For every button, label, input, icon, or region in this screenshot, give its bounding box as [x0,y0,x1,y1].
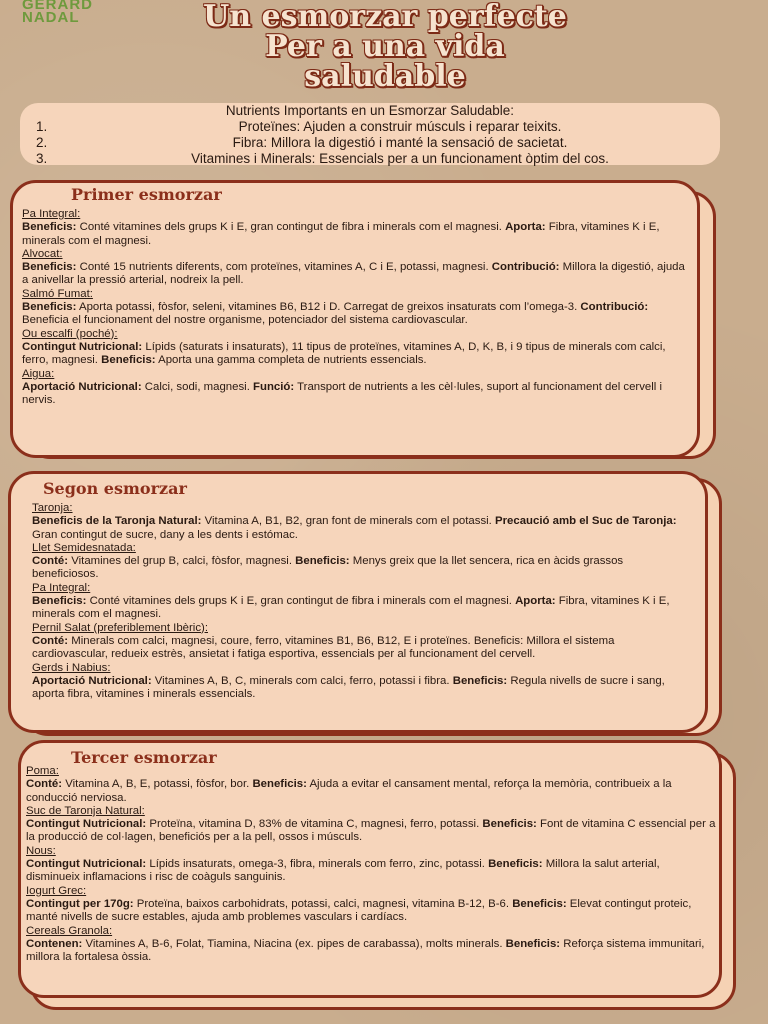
food-item-description [22,381,694,408]
description-text: Transport de nutrients a les cèl·lules, suport al funcionament del cervell i nervis. [22,380,663,407]
description-label: Contenen: [26,937,83,950]
description-label: Beneficis: [22,221,77,234]
description-label: Beneficis: [505,937,561,950]
description-label: Contribució: [491,261,560,274]
food-item-description [32,635,692,662]
food-item-title: Cereals Granola: [26,924,113,937]
description-text: Reforça sistema immunitari, millora la fortalesa òssia. [26,937,705,964]
description-text: Regula nivells de sucre i sang, aporta fibra, vitamines i minerals essencials. [32,674,665,701]
nutrient-number: 3. [36,151,48,166]
section-card-tercer [18,740,722,998]
description-text: Aporta una gamma completa de nutrients essencials. [155,354,427,367]
food-item-description [32,515,692,542]
description-label: Contingut Nutricional: [26,858,147,871]
food-item-title: Suc de Taronja Natural: [26,804,145,817]
logo-line-1: GERARD [22,0,94,13]
description-text: Conté 15 nutrients diferents, com proteïnes, vitamines A, C i E, potassi, magnesi. [76,261,492,274]
description-text: Vitamina A, B1, B2, gran font de minerals com el potassi. [201,515,496,528]
description-text: Vitamines del grup B, calci, fòsfor, magnesi. [68,555,296,568]
section-body [26,765,716,964]
description-text: Proteïna, vitamina D, 83% de vitamina C, magnesi, ferro, potassi. [146,818,483,831]
description-label: Beneficis: [22,261,77,274]
description-text: Vitamina A, B, E, potassi, fòsfor, bor. [62,778,253,791]
nutrient-text: Proteïnes: Ajuden a construir músculs i reparar teixits. [238,119,562,134]
title-line-2: Per a una vida [265,29,505,64]
food-item-title: Gerds i Nabius: [32,661,111,674]
nutrient-item [20,151,720,167]
food-item-title: Taronja: [32,502,73,514]
description-text: Beneficia el funcionament del nostre organisme, potenciador del sistema cardiovascular. [22,314,468,327]
description-text: Vitamines A, B, C, minerals com calci, ferro, potassi i fibra. [151,674,453,687]
description-label: Beneficis de la Taronja Natural: [32,515,202,528]
section-title: Segon esmorzar [43,479,187,498]
food-item-description [32,595,692,622]
food-item-title: Poma: [26,765,59,777]
description-text: Calci, sodi, magnesi. [141,380,254,393]
description-label: Beneficis: [22,301,77,314]
food-item-title: Alvocat: [22,247,63,260]
description-label: Beneficis: [482,818,537,831]
title-line-1: Un esmorzar perfecte [203,0,567,34]
description-text: Conté vitamines dels grups K i E, gran contingut de fibra i minerals com el magnesi. [86,595,516,608]
description-label: Aporta: [505,221,546,234]
nutrient-item [20,119,720,135]
description-label: Funció: [253,380,295,393]
nutrient-number: 2. [36,135,48,150]
description-label: Aporta: [515,595,556,608]
description-label: Conté: [26,778,63,791]
nutrient-number: 1. [36,119,48,134]
food-item-title: Iogurt Grec: [26,884,87,897]
description-text: Minerals com calci, magnesi, coure, ferro, vitamines B1, B6, B12, E i proteïnes. Beneficis: Millora el sistema cardiovascular, redueix estrès, ansietat i fatiga esportiva, essencials per al funcionament del cervell. [32,634,615,661]
food-item-description [26,898,716,925]
food-item-description [22,221,694,248]
description-text: Vitamines A, B-6, Folat, Tiamina, Niacina (ex. pipes de carabassa), molts minerals. [82,937,506,950]
description-label: Contingut per 170g: [26,897,134,910]
food-item-title: Pernil Salat (preferiblement Ibèric): [32,621,208,634]
nutrient-text: Vitamines i Minerals: Essencials per a un funcionament òptim del cos. [191,151,609,166]
nutrients-box [20,103,720,165]
description-text: Gran contingut de sucre, dany a les dents i estómac. [32,528,298,541]
description-text: Aporta potassi, fòsfor, seleni, vitamines B6, B12 i D. Carregat de greixos insaturats com l’omega-3. [76,301,581,314]
description-text: Elevat contingut proteic, manté nivells de sucre estables, ajuda amb problemes vasculars i cardíacs. [26,897,692,924]
food-item-description [26,858,716,885]
food-item-description [22,261,694,288]
food-item-description [22,301,694,328]
description-label: Aportació Nutricional: [22,380,142,393]
description-text: Millora la salut arterial, disminueix inflamacions i risc de coàguls sanguinis. [26,858,660,884]
description-label: Beneficis: [295,555,350,568]
food-item-description [22,341,694,368]
description-text: Font de vitamina C essencial per a la producció de col·lagen, beneficiós per a la pell, ossos i músculs. [26,818,716,844]
description-label: Beneficis: [488,858,543,871]
food-item-description [26,938,716,965]
description-label: Precaució amb el Suc de Taronja: [495,515,677,528]
food-item-title: Llet Semidesnatada: [32,541,136,554]
food-item-description [32,675,692,702]
logo-line-2: NADAL [22,9,80,26]
description-label: Beneficis: [101,354,156,367]
description-text: Menys greix que la llet sencera, rica en àcids grassos beneficiosos. [32,555,624,581]
description-label: Conté: [32,555,69,568]
description-label: Contingut Nutricional: [26,818,147,831]
nutrient-item [20,135,720,151]
section-title: Tercer esmorzar [71,748,217,767]
food-item-title: Salmó Fumat: [22,287,93,300]
food-item-description [26,818,716,845]
description-label: Contingut Nutricional: [22,340,143,353]
food-item-title: Pa Integral: [32,581,91,594]
food-item-title: Nous: [26,844,56,857]
description-text: Fibra, vitamines K i E, minerals com el magnesi. [32,595,670,621]
section-card-primer [10,180,700,458]
food-item-description [32,555,692,582]
description-text: Proteïna, baixos carbohidrats, potassi, calci, magnesi, vitamina B-12, B-6. [133,897,513,910]
description-text: Lípids insaturats, omega-3, fibra, minerals com ferro, zinc, potassi. [146,858,489,871]
page-title [120,2,650,92]
food-item-description [26,778,716,805]
nutrients-heading: Nutrients Importants en un Esmorzar Saludable: [225,103,515,118]
description-text: Lípids (saturats i insaturats), 11 tipus de proteïnes, vitamines A, D, K, B, i 9 tipus de minerals com calci, ferro, magnesi. [22,340,666,367]
food-item-title: Aigua: [22,367,55,380]
description-text: Fibra, vitamines K i E, minerals com el magnesi. [22,221,660,247]
section-body [32,502,692,701]
description-label: Beneficis: [32,595,87,608]
section-card-segon [8,471,708,733]
section-body [22,208,694,407]
nutrient-text: Fibra: Millora la digestió i manté la sensació de sacietat. [232,135,568,150]
brand-logo [22,0,132,24]
food-item-title: Ou escalfi (poché): [22,327,118,340]
description-label: Beneficis: [252,778,307,791]
description-label: Contribució: [580,301,649,314]
description-label: Beneficis: [452,674,508,687]
description-label: Beneficis: [512,897,567,910]
description-label: Aportació Nutricional: [32,674,152,687]
description-text: Ajuda a evitar el cansament mental, reforça la memòria, contribueix a la conducció nerviosa. [26,778,672,804]
food-item-title: Pa Integral: [22,208,81,220]
description-label: Conté: [32,634,69,647]
title-line-3: saludable [304,59,466,94]
description-text: Conté vitamines dels grups K i E, gran contingut de fibra i minerals com el magnesi. [76,221,506,234]
description-text: Millora la digestió, ajuda a anivellar la pressió arterial, nodreix la pell. [22,261,685,287]
section-title: Primer esmorzar [71,185,222,204]
